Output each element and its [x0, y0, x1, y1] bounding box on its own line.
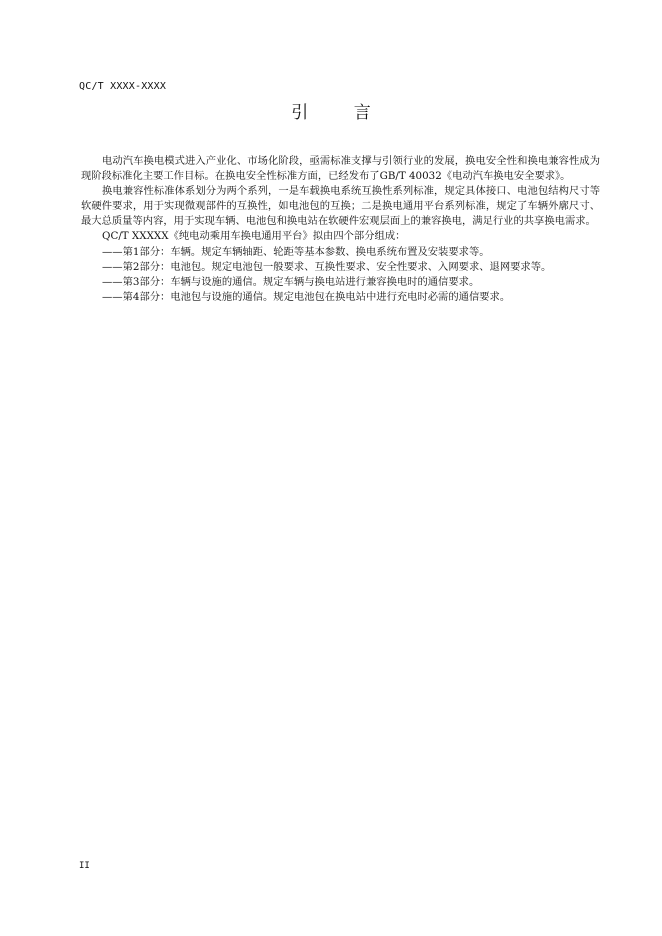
- intro-paragraph-1: 电动汽车换电模式进入产业化、市场化阶段，亟需标准支撑与引领行业的发展，换电安全性和换电兼容性成为现阶段标准化主要工作目标。在换电安全性标准方面，已经发布了GB/T 40032《电动汽车换电安全要求》。: [81, 155, 600, 183]
- part-list-item-2: ——第2部分：电池包。规定电池包一般要求、互换性要求、安全性要求、入网要求、退网要求等。: [102, 260, 552, 273]
- page-title: 引 言: [291, 103, 391, 123]
- intro-paragraph-3: QC/T XXXXX《纯电动乘用车换电通用平台》拟由四个部分组成：: [102, 230, 406, 243]
- part-list-item-4: ——第4部分：电池包与设施的通信。规定电池包在换电站中进行充电时必需的通信要求。: [102, 290, 511, 303]
- page-number: II: [79, 861, 90, 871]
- document-body: [81, 154, 600, 305]
- part-list-item-1: ——第1部分：车辆。规定车辆轴距、轮距等基本参数、换电系统布置及安装要求等。: [102, 245, 490, 258]
- standard-code: QC/T XXXX-XXXX: [79, 81, 167, 92]
- intro-paragraph-2: 换电兼容性标准体系划分为两个系列，一是车载换电系统互换性系列标准，规定具体接口、电池包结构尺寸等软硬件要求，用于实现微观部件的互换性，如电池包的互换；二是换电通用平台系列标准，规定了车辆外廓尺寸、最大总质量等内容，用于实现车辆、电池包和换电站在软硬件宏观层面上的兼容换电，满足行业的共享换电需求。: [81, 185, 600, 228]
- part-list-item-3: ——第3部分：车辆与设施的通信。规定车辆与换电站进行兼容换电时的通信要求。: [102, 275, 480, 288]
